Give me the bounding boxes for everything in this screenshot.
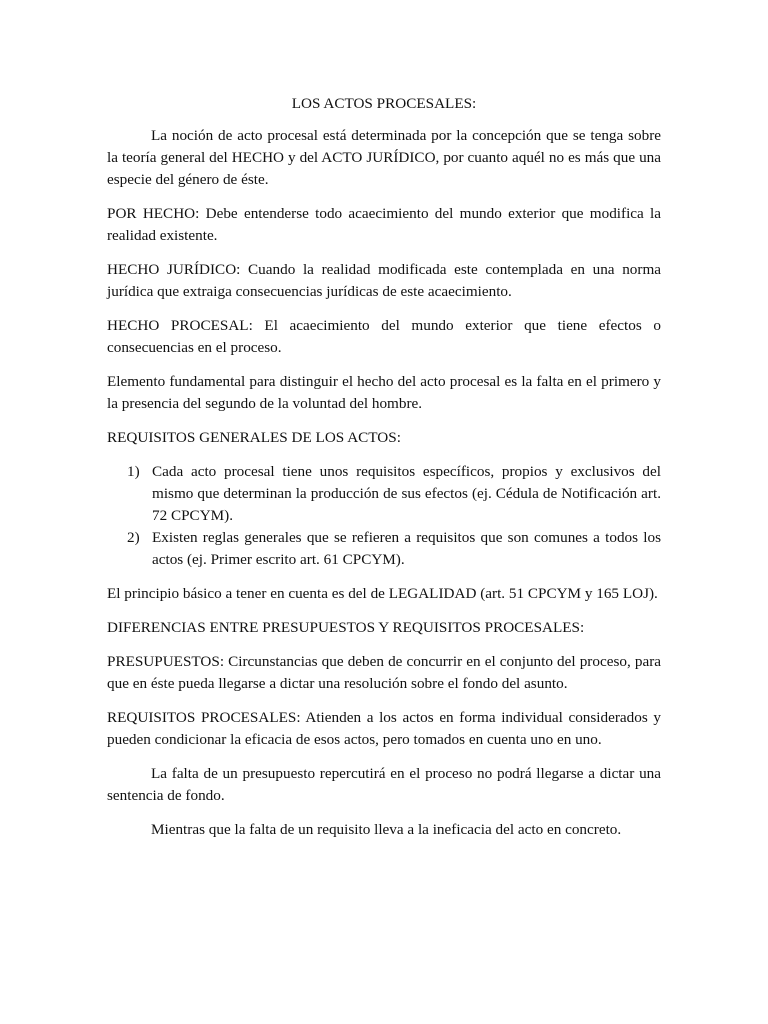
falta-requisito-paragraph: Mientras que la falta de un requisito lleva a la ineficacia del acto en concreto.: [151, 821, 622, 838]
list-item-text: Cada acto procesal tiene unos requisitos específicos, propios y exclusivos del mismo que determinan la producción de sus efectos (ej. Cédula de Notificación art. 72 CPCYM).: [152, 463, 661, 524]
definition-text: : El acaecimiento del mundo exterior que tiene efectos o consecuencias en el proceso.: [107, 317, 661, 356]
definition-term: POR HECHO: [107, 205, 196, 222]
list-item: [107, 527, 661, 571]
list-item-number: 2): [127, 529, 140, 546]
element-paragraph: Elemento fundamental para distinguir el hecho del acto procesal es la falta en el primero y la presencia del segundo de la voluntad del hombre.: [107, 373, 661, 412]
definition-hecho-procesal: [107, 315, 661, 359]
document-body: [107, 93, 661, 853]
requisitos-procesales-text: Atienden a los actos en forma individual considerados y pueden condicionar la eficacia de esos actos, pero tomados en cuenta uno en uno.: [107, 709, 661, 748]
principio-paragraph: El principio básico a tener en cuenta es del de LEGALIDAD (art. 51 CPCYM y 165 LOJ).: [107, 585, 658, 602]
definition-text: : Cuando la realidad modificada este contemplada en una norma jurídica que extraiga consecuencias jurídicas de este acaecimiento.: [107, 261, 662, 300]
intro-paragraph: La noción de acto procesal está determinada por la concepción que se tenga sobre la teoría general del HECHO y del ACTO JURÍDICO, por cuanto aquél no es más que una especie del género de éste.: [107, 127, 661, 188]
requisitos-heading: REQUISITOS GENERALES DE LOS ACTOS:: [107, 429, 401, 446]
presupuestos-paragraph: [107, 651, 661, 695]
requisitos-list: [107, 461, 661, 571]
presupuestos-text: Circunstancias que deben de concurrir en el conjunto del proceso, para que en éste pueda llegarse a dictar una resolución sobre el fondo del asunto.: [107, 653, 661, 692]
presupuestos-term: PRESUPUESTOS:: [107, 653, 225, 670]
list-item-number: 1): [127, 463, 140, 480]
requisitos-procesales-paragraph: [107, 707, 661, 751]
definition-term: HECHO JURÍDICO: [107, 261, 237, 278]
definition-hecho-juridico: [107, 259, 661, 303]
list-item-text: Existen reglas generales que se refieren a requisitos que son comunes a todos los actos (ej. Primer escrito art. 61 CPCYM).: [152, 529, 661, 568]
falta-presupuesto-paragraph: La falta de un presupuesto repercutirá en el proceso no podrá llegarse a dictar una sentencia de fondo.: [107, 765, 661, 804]
definition-por-hecho: [107, 203, 661, 247]
definition-text: : Debe entenderse todo acaecimiento del mundo exterior que modifica la realidad existente.: [107, 205, 662, 244]
list-item: [107, 461, 661, 527]
document-title: LOS ACTOS PROCESALES:: [291, 95, 477, 112]
definition-term: HECHO PROCESAL: [107, 317, 249, 334]
diferencias-heading: DIFERENCIAS ENTRE PRESUPUESTOS Y REQUISITOS PROCESALES:: [107, 619, 585, 636]
requisitos-procesales-term: REQUISITOS PROCESALES:: [107, 709, 301, 726]
